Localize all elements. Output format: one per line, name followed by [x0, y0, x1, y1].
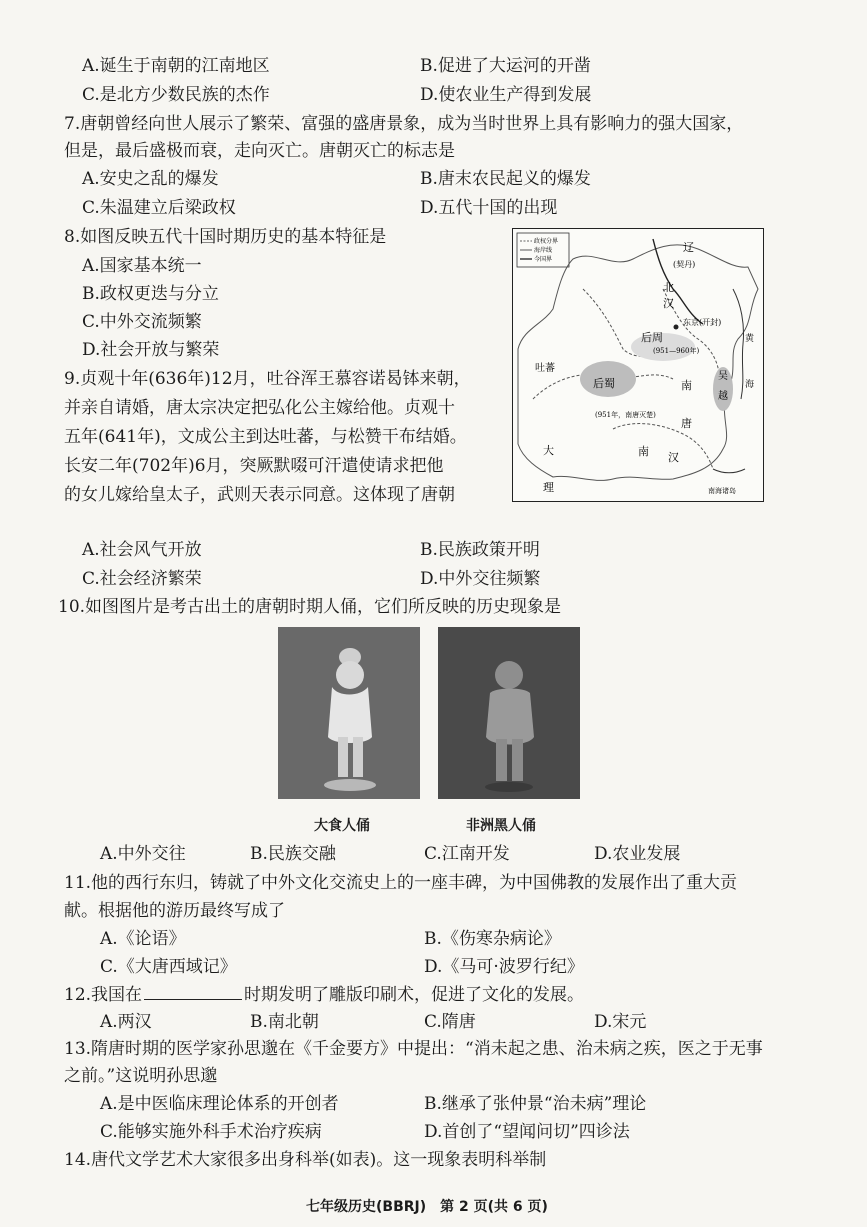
- q11-option-c: C.《大唐西域记》: [100, 957, 237, 977]
- q12-option-a: A.两汉: [100, 1012, 152, 1032]
- map-label-dongjing: 东京(开封): [683, 318, 722, 327]
- map-legend-3: 今国界: [534, 256, 553, 263]
- map-label-sea-2: 海: [745, 380, 755, 390]
- q12-option-b: B.南北朝: [250, 1012, 319, 1032]
- q10-stem: 10.如图图片是考古出土的唐朝时期人俑，它们所反映的历史现象是: [58, 597, 562, 617]
- q12-stem-post: 时期发明了雕版印刷术，促进了文化的发展。: [244, 985, 585, 1005]
- q9-stem-line-5: 的女儿嫁给皇太子，武则天表示同意。这体现了唐朝: [64, 485, 455, 505]
- map-label-bei: 北: [663, 281, 674, 294]
- caption-african-figurine: 非洲黑人俑: [466, 818, 536, 834]
- caption-dashi-figurine: 大食人俑: [314, 818, 370, 834]
- map-label-tang: 唐: [681, 417, 692, 430]
- q6-option-d: D.使农业生产得到发展: [420, 85, 592, 105]
- map-label-houshu: 后蜀: [593, 377, 615, 390]
- q11-option-b: B.《伤寒杂病论》: [424, 929, 561, 949]
- q8-option-a: A.国家基本统一: [82, 256, 202, 276]
- map-label-chu: (951年，南唐灭楚): [595, 411, 656, 419]
- q12-option-d: D.宋元: [594, 1012, 647, 1032]
- map-label-qidan: (契丹): [673, 260, 696, 269]
- dashi-figurine-photo: [278, 627, 420, 799]
- q11-stem-line-2: 献。根据他的游历最终写成了: [64, 901, 285, 921]
- map-label-han: 汉: [663, 297, 674, 310]
- map-label-li: 理: [543, 481, 554, 494]
- q11-option-a: A.《论语》: [100, 929, 186, 949]
- q13-stem-line-2: 之前。”这说明孙思邈: [64, 1066, 218, 1086]
- q14-stem: 14.唐代文学艺术大家很多出身科举(如表)。这一现象表明科举制: [64, 1150, 547, 1170]
- q9-option-a: A.社会风气开放: [82, 540, 202, 560]
- q9-stem-line-2: 并亲自请婚，唐太宗决定把弘化公主嫁给他。贞观十: [64, 398, 455, 418]
- q8-option-b: B.政权更迭与分立: [82, 284, 219, 304]
- q12-answer-blank[interactable]: [144, 983, 242, 1000]
- q8-option-d: D.社会开放与繁荣: [82, 340, 220, 360]
- map-label-nanhan-1: 南: [638, 445, 649, 458]
- q12-stem-pre: 12.我国在: [64, 985, 143, 1005]
- q10-option-c: C.江南开发: [424, 844, 510, 864]
- q8-option-c: C.中外交流频繁: [82, 312, 202, 332]
- african-figurine-photo: [438, 627, 580, 799]
- q7-option-b: B.唐末农民起义的爆发: [420, 169, 591, 189]
- map-graphic: [513, 229, 763, 501]
- q13-option-c: C.能够实施外科手术治疗疾病: [100, 1122, 322, 1142]
- map-label-years: (951—960年): [653, 347, 700, 355]
- q7-stem-line-2: 但是，最后盛极而衰，走向灭亡。唐朝灭亡的标志是: [64, 141, 455, 161]
- q13-option-a: A.是中医临床理论体系的开创者: [100, 1094, 339, 1114]
- map-label-tubo: 吐蕃: [535, 363, 555, 374]
- q10-option-b: B.民族交融: [250, 844, 336, 864]
- q12-stem: [64, 981, 584, 1009]
- q9-stem-line-3: 五年(641年)，文成公主到达吐蕃，与松赞干布结婚。: [64, 427, 467, 447]
- q7-option-a: A.安史之乱的爆发: [82, 169, 219, 189]
- q13-option-d: D.首创了“望闻问切”四诊法: [424, 1122, 630, 1142]
- map-label-yue: 越: [718, 391, 728, 402]
- map-label-da: 大: [543, 444, 554, 457]
- q7-stem-line-1: 7.唐朝曾经向世人展示了繁荣、富强的盛唐景象，成为当时世界上具有影响力的强大国家，: [64, 114, 744, 134]
- q12-option-c: C.隋唐: [424, 1012, 476, 1032]
- map-label-nan: 南: [681, 379, 692, 392]
- q13-stem-line-1: 13.隋唐时期的医学家孙思邈在《千金要方》中提出：“消未起之患、治未病之疾，医之于无事: [64, 1039, 763, 1059]
- q10-option-a: A.中外交往: [100, 844, 186, 864]
- map-legend-1: 政权分界: [534, 238, 559, 245]
- q10-option-d: D.农业发展: [594, 844, 681, 864]
- q9-stem-line-1: 9.贞观十年(636年)12月，吐谷浑王慕容诺曷钵来朝，: [64, 369, 471, 389]
- q7-option-d: D.五代十国的出现: [420, 198, 558, 218]
- q13-option-b: B.继承了张仲景“治未病”理论: [424, 1094, 647, 1114]
- map-legend-2: 海岸线: [534, 247, 553, 254]
- page-footer: 七年级历史(BBRJ) 第 2 页(共 6 页): [306, 1199, 548, 1215]
- map-label-houzhou: 后周: [641, 331, 663, 344]
- map-label-nanhai: 南海诸岛: [708, 487, 736, 495]
- q7-option-c: C.朱温建立后梁政权: [82, 198, 236, 218]
- q6-option-a: A.诞生于南朝的江南地区: [82, 56, 270, 76]
- five-dynasties-map: [512, 228, 764, 502]
- q6-option-b: B.促进了大运河的开凿: [420, 56, 591, 76]
- map-label-liao: 辽: [683, 241, 694, 254]
- map-label-wu: 吴: [718, 371, 728, 382]
- q9-stem-line-4: 长安二年(702年)6月，突厥默啜可汗遣使请求把他: [64, 456, 444, 476]
- map-label-nanhan-2: 汉: [668, 451, 679, 464]
- q9-option-b: B.民族政策开明: [420, 540, 540, 560]
- q9-option-d: D.中外交往频繁: [420, 569, 541, 589]
- q6-option-c: C.是北方少数民族的杰作: [82, 85, 270, 105]
- q11-option-d: D.《马可·波罗行纪》: [424, 957, 584, 977]
- map-label-sea-1: 黄: [745, 334, 755, 344]
- q11-stem-line-1: 11.他的西行东归，铸就了中外文化交流史上的一座丰碑，为中国佛教的发展作出了重大贡: [64, 873, 738, 893]
- q9-option-c: C.社会经济繁荣: [82, 569, 202, 589]
- q8-stem: 8.如图反映五代十国时期历史的基本特征是: [64, 227, 387, 247]
